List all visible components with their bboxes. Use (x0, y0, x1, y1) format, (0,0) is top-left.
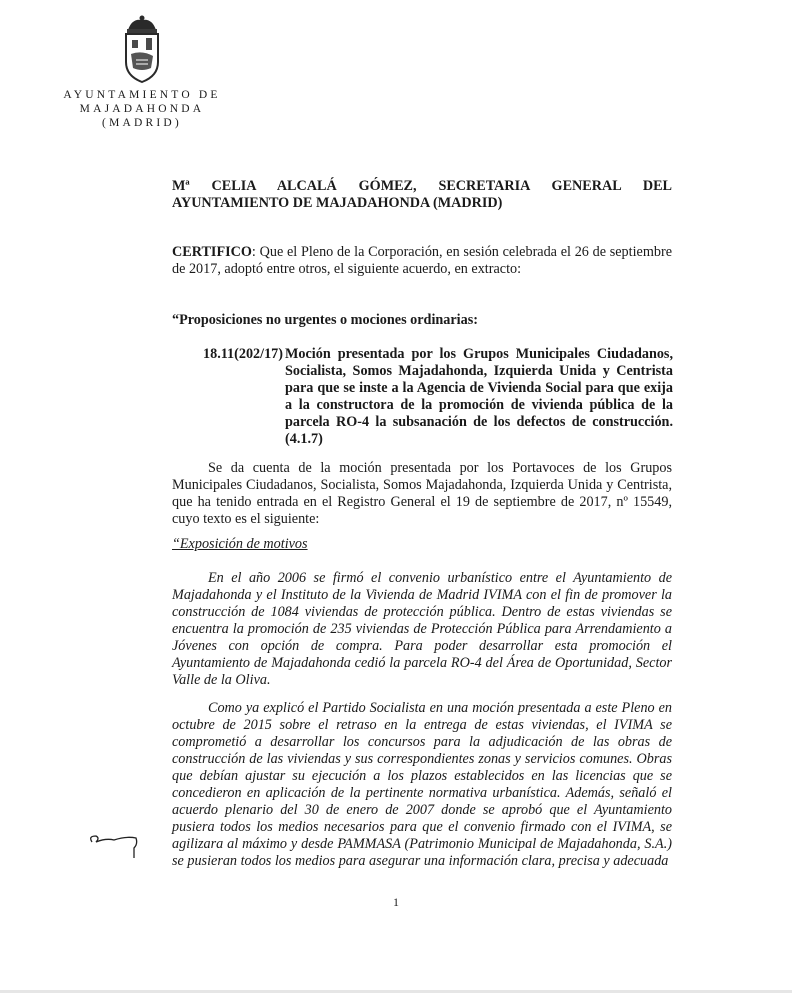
initials-mark-icon (86, 828, 140, 862)
paragraph-2: Como ya explicó el Partido Socialista en una moción presentada a este Pleno en octubre de 2015 sobre el retraso en la entrega de estas viviendas, el IVIMA se comprometió a desarrollar los concursos para la adjudicación de las obras de construcción de las viviendas y sus correspondientes zonas y servicios comunes. Obras que debían ajustar su ejecución a los plazos establecidos en las licencias que se concedieron en aplicación de la pertinente normativa urbanística. Además, señaló el acuerdo plenario del 30 de enero de 2007 donde se aprobó que el Ayuntamiento pusiera todos los medios necesarios para que el convenio firmado con el IVIMA, se agilizara al máximo y desde PAMMASA (Patrimonio Municipal de Majadahonda, S.A.) se pusieran todos los medios para asegurar una información clara, precisa y adecuada (172, 700, 672, 869)
exposicion-heading: “Exposición de motivos (172, 536, 308, 552)
intro-paragraph-text: Se da cuenta de la moción presentada por los Portavoces de los Grupos Municipales Ciudadanos, Socialista, Somos Majadahonda, Izquierda Unida y Centrista, que ha tenido entrada en el Registro General el 19 de septiembre de 2017, nº 15549, cuyo texto es el siguiente: (172, 460, 672, 527)
institution-line-3: (MADRID) (102, 117, 182, 129)
agenda-item-title: Moción presentada por los Grupos Municipales Ciudadanos, Socialista, Somos Majadahonda, Izquierda Unida y Centrista para que se inste a la Agencia de Vivienda Social para que exija a la constructora de la promoción de vivienda pública de la parcela RO-4 la subsanación de los defectos de construcción. (4.1.7) (285, 346, 673, 447)
institution-name (60, 88, 224, 130)
agenda-item-number: 18.11(202/17) (203, 346, 283, 362)
coat-of-arms-icon (118, 14, 166, 86)
page-bottom-edge (0, 990, 792, 993)
certifier-line-1: Mª CELIA ALCALÁ GÓMEZ, SECRETARIA GENERAL DEL (172, 178, 672, 194)
page-number: 1 (393, 895, 399, 909)
intro-paragraph (172, 460, 672, 528)
institution-line-2: MAJADAHONDA (79, 103, 205, 115)
certification-paragraph (172, 244, 672, 278)
institution-line-1: AYUNTAMIENTO DE (63, 89, 221, 101)
certifier-heading (172, 178, 672, 212)
section-title: “Proposiciones no urgentes o mociones ordinarias: (172, 312, 478, 328)
certification-text: : Que el Pleno de la Corporación, en sesión celebrada el 26 de septiembre de 2017, adoptó entre otros, el siguiente acuerdo, en extracto: (172, 244, 672, 277)
certification-label: CERTIFICO (172, 244, 252, 260)
paragraph-1: En el año 2006 se firmó el convenio urbanístico entre el Ayuntamiento de Majadahonda y el Instituto de la Vivienda de Madrid IVIMA con el fin de promover la construcción de 1084 viviendas de protección pública. Dentro de estas viviendas se encuentra la promoción de 235 viviendas de Protección Pública para Arrendamiento a Jóvenes con opción de compra. Para poder desarrollar esta promoción el Ayuntamiento de Majadahonda cedió la parcela RO-4 del Área de Oportunidad, Sector Valle de la Oliva. (172, 570, 672, 688)
agenda-item (203, 346, 673, 448)
certifier-line-2: AYUNTAMIENTO DE MAJADAHONDA (MADRID) (172, 195, 503, 211)
